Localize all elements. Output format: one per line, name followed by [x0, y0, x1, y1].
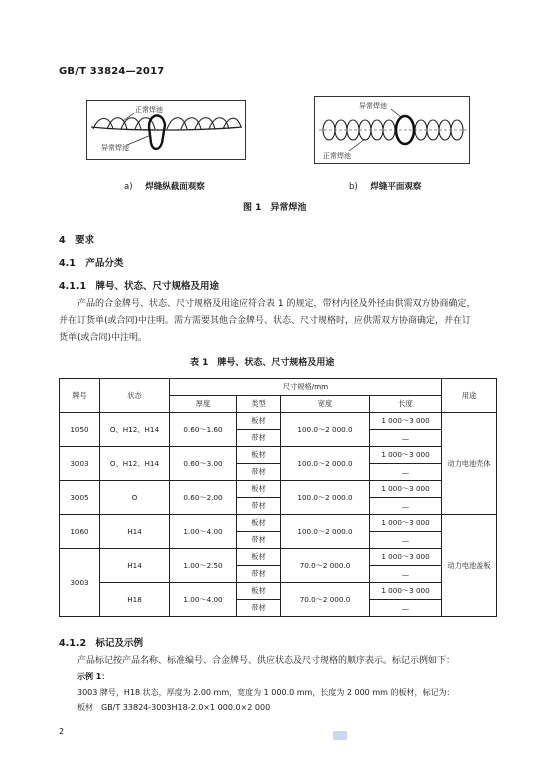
cell-thickness: 0.60～3.00: [170, 447, 237, 481]
section-4-1-heading: 4.1 产品分类: [59, 258, 124, 269]
standard-number: GB/T 33824—2017: [59, 66, 165, 77]
header-temper: 状态: [100, 379, 170, 413]
cell-type: 板材: [237, 481, 281, 498]
cell-length: 1 000～3 000: [370, 583, 442, 600]
cell-length: 1 000～3 000: [370, 481, 442, 498]
figure-b-abnormal-label: 异常焊池: [359, 102, 387, 110]
cell-length: 1 000～3 000: [370, 549, 442, 566]
cell-type: 带材: [237, 430, 281, 447]
paragraph-line-2: 并在订货单(或合同)中注明。需方需要其他合金牌号、状态、尺寸规格时，应供需双方协商确定，并在订: [59, 316, 472, 326]
figure-a-abnormal-label: 异常焊池: [101, 144, 129, 152]
table-row: [60, 515, 497, 532]
figure-b-caption-letter: b): [349, 182, 358, 192]
cell-thickness: 0.60～2.00: [170, 481, 237, 515]
cell-thickness: 0.60～1.60: [170, 413, 237, 447]
cell-use-cover: 动力电池盖板: [442, 515, 497, 617]
cell-grade: 3003: [60, 447, 100, 481]
section-4-1-1-paragraph: [59, 296, 499, 347]
example-line-2: 板材 GB/T 33824-3003H18-2.0×1 000.0×2 000: [77, 703, 271, 712]
table-row: [60, 481, 497, 498]
cell-width: 100.0～2 000.0: [281, 515, 370, 549]
cell-width: 100.0～2 000.0: [281, 447, 370, 481]
cell-thickness: 1.00～4.00: [170, 515, 237, 549]
table-header-row: [60, 379, 497, 396]
header-length: 长度: [370, 396, 442, 413]
cell-type: 板材: [237, 549, 281, 566]
cell-use-shell: 动力电池壳体: [442, 413, 497, 515]
cell-width: 100.0～2 000.0: [281, 413, 370, 447]
cell-length: —: [370, 430, 442, 447]
header-grade: 牌号: [60, 379, 100, 413]
figure-a-caption-letter: a): [124, 182, 133, 192]
cell-length: 1 000～3 000: [370, 413, 442, 430]
cell-width: 70.0～2 000.0: [281, 583, 370, 617]
page-number: 2: [59, 727, 65, 736]
cell-temper: H14: [100, 515, 170, 549]
cell-temper: H14: [100, 549, 170, 583]
table-title: 表 1 牌号、状态、尺寸规格及用途: [190, 358, 335, 368]
spec-table: [59, 378, 497, 617]
table-row: [60, 583, 497, 600]
section-4-heading: 4 要求: [59, 235, 95, 246]
example-line-1: 3003 牌号，H18 状态，厚度为 2.00 mm，宽度为 1 000.0 mm，长度为 2 000 mm 的板材，标记为：: [77, 688, 455, 697]
cell-length: —: [370, 532, 442, 549]
section-4-1-2-heading: 4.1.2 标记及示例: [59, 638, 144, 649]
figure-b-caption-text: 焊缝平面观察: [370, 182, 422, 192]
cell-grade: 3005: [60, 481, 100, 515]
cell-grade: 1060: [60, 515, 100, 549]
paragraph-line-3: 货单(或合同)中注明。: [59, 333, 148, 343]
cell-type: 板材: [237, 515, 281, 532]
figure-a-caption-text: 焊缝纵截面观察: [145, 182, 205, 192]
table-row: [60, 549, 497, 566]
cell-temper: O: [100, 481, 170, 515]
figure-b-caption: [349, 180, 421, 192]
cell-length: —: [370, 464, 442, 481]
cell-length: 1 000～3 000: [370, 447, 442, 464]
figure-a-frame: [86, 100, 246, 160]
figure-b-normal-label: 正常焊池: [323, 152, 351, 160]
cell-length: —: [370, 600, 442, 617]
cell-length: 1 000～3 000: [370, 515, 442, 532]
cell-width: 100.0～2 000.0: [281, 481, 370, 515]
cell-type: 带材: [237, 532, 281, 549]
watermark-icon: [333, 731, 347, 740]
cell-grade: 1050: [60, 413, 100, 447]
cell-type: 板材: [237, 413, 281, 430]
cell-length: —: [370, 498, 442, 515]
cell-type: 带材: [237, 600, 281, 617]
cell-length: —: [370, 566, 442, 583]
cell-type: 板材: [237, 583, 281, 600]
cell-width: 70.0～2 000.0: [281, 549, 370, 583]
figure-b-frame: [314, 96, 470, 164]
cell-grade: 3003: [60, 549, 100, 617]
paragraph-line-1: 产品的合金牌号、状态、尺寸规格及用途应符合表 1 的规定，带材内径及外径由供需双方协商确定，: [77, 299, 476, 309]
header-thickness: 厚度: [170, 396, 237, 413]
example-title: 示例 1：: [77, 672, 110, 681]
cell-type: 带材: [237, 566, 281, 583]
section-4-1-1-heading: 4.1.1 牌号、状态、尺寸规格及用途: [59, 281, 220, 292]
cell-thickness: 1.00～2.50: [170, 549, 237, 583]
header-use: 用途: [442, 379, 497, 413]
section-4-1-2-paragraph: 产品标记按产品名称、标准编号、合金牌号、供应状态及尺寸规格的顺序表示。标记示例如下：: [77, 656, 456, 666]
cell-type: 带材: [237, 464, 281, 481]
cell-type: 板材: [237, 447, 281, 464]
header-width: 宽度: [281, 396, 370, 413]
cell-thickness: 1.00～4.00: [170, 583, 237, 617]
table-row: [60, 447, 497, 464]
cell-type: 带材: [237, 498, 281, 515]
table-row: [60, 413, 497, 430]
cell-temper: O、H12、H14: [100, 413, 170, 447]
header-type: 类型: [237, 396, 281, 413]
figure-a-caption: [124, 180, 205, 192]
figure-a-normal-label: 正常焊池: [135, 106, 163, 114]
figure-caption: 图 1 异常焊池: [243, 203, 307, 213]
header-size: 尺寸规格/mm: [170, 379, 442, 396]
cell-temper: O、H12、H14: [100, 447, 170, 481]
cell-temper: H18: [100, 583, 170, 617]
